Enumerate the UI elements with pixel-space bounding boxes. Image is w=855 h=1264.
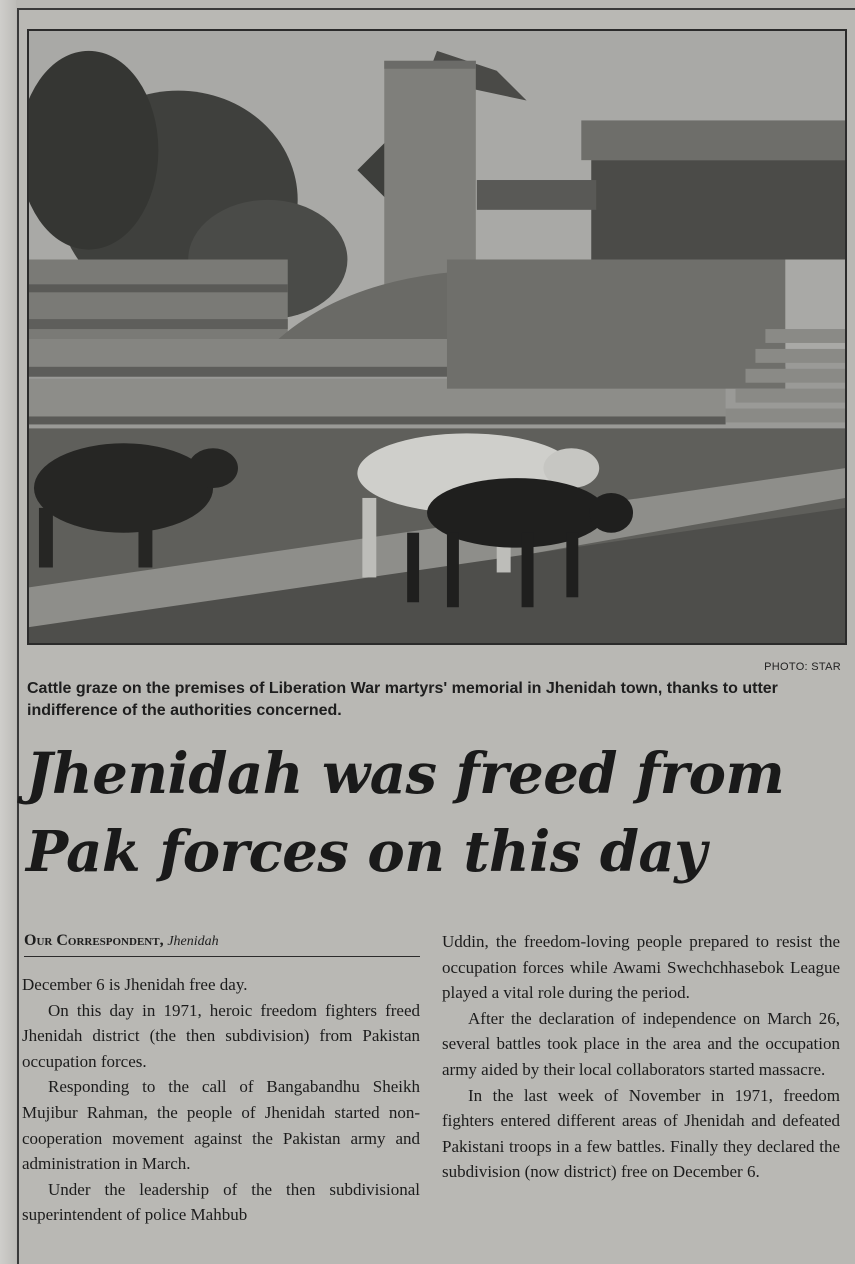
headline-line-2: Pak forces on this day xyxy=(26,819,707,885)
paragraph: Under the leadership of the then subdivisional superintendent of police Mahbub xyxy=(22,1179,420,1225)
paragraph: In the last week of November in 1971, freedom fighters entered different areas of Jhenidah and defeated Pakistani troops in a few battles. Finally they declared the subdivision (now district) free on December 6. xyxy=(442,1085,840,1182)
page-edge xyxy=(0,0,16,1264)
left-rule xyxy=(17,8,19,1264)
paragraph: December 6 is Jhenidah free day. xyxy=(22,975,248,994)
top-rule xyxy=(17,8,855,10)
news-photo xyxy=(27,29,847,645)
photo-credit: PHOTO: STAR xyxy=(764,661,841,673)
paragraph: Uddin, the freedom-loving people prepared to resist the occupation forces while Awami Swechchhasebok League played a vital role during the period. xyxy=(442,932,840,1003)
byline-name: Our Correspondent, xyxy=(24,932,164,949)
byline-place: Jhenidah xyxy=(167,934,219,949)
paragraph: On this day in 1971, heroic freedom fighters freed Jhenidah district (the then subdivision) from Pakistan occupation forces. xyxy=(22,1000,420,1071)
photo-caption: Cattle graze on the premises of Liberation War martyrs' memorial in Jhenidah town, thanks to utter indifference of the authorities concerned. xyxy=(27,680,778,719)
paragraph: After the declaration of independence on March 26, several battles took place in the area and the occupation army aided by their local collaborators started massacre. xyxy=(442,1008,840,1079)
paragraph: Responding to the call of Bangabandhu Sheikh Mujibur Rahman, the people of Jhenidah started non-cooperation movement against the Pakistan army and administration in March. xyxy=(22,1077,420,1174)
headline xyxy=(26,735,848,891)
byline xyxy=(24,932,420,957)
photo-illustration xyxy=(29,31,845,643)
article-column-right xyxy=(442,929,840,1185)
article-column-left xyxy=(22,972,420,1228)
headline-line-1: Jhenidah was freed from xyxy=(26,741,785,807)
